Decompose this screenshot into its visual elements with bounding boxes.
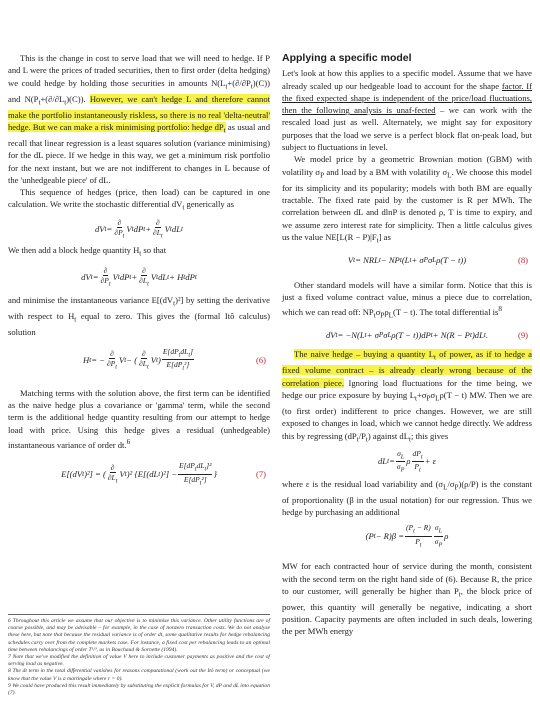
equation-hedge-quantity: (P t − R)β = $\frac{(P_t - R)}{P_t}$ $\frac{\sigma_L}{\sigma_P}$ ρ [365, 523, 449, 549]
equation-9: dV t = −N(L t + σ P σ L ρ(T − t))dP t + N(R − P t )dL t . (9) [325, 330, 528, 341]
highlighted-text-1: However, we can't hedge L and therefore cannot make the portfolio instantaneously riskless, so there is no real 'delta-neutral' hedge. But we can make a risk minimising portfolio: hedge $dP_t$ [8, 93, 271, 135]
equation-number-8: (8) [517, 254, 528, 265]
paragraph-r1: Let's look at how this applies to a specific model. Assume that we have already scaled up our hedgeable load to account for the shape factor. If the fixed expected shape is independent of the price/load fluctuations, then the following analysis is unaf-fected – we can work with the rescaled load just as well. Alternately, we might say for expository purposes that the load we serve is a perfect block flat on-peak load, but subject to fluctuations in level. [282, 68, 533, 153]
paragraph-5: Matching terms with the solution above, the first term can be identified as the naive hedge plus a covariance or 'gamma' term, while the second term is the additional hedge quantity resulting from our attempt to hedge load with price. Using this hedge gives a residual (unhedgeable) instantaneous variance of order dt.$^6$ [8, 387, 270, 450]
paragraph-r2: We model price by a geometric Brownian motion (GBM) with volatility $\sigma_P$ and load by a BM with volatility $\sigma_L$. We choose this model for its simplicity and its popularity; models with both BM are equally tractable. The fixed rate paid by the customer is R per MWh. The correlation between dL and dlnP is denoted ρ, T is time to expiry, and we assume zero interest rate for simplicity. Then a little calculus gives us the value $NE[L(R - P)|F_t]$ as [282, 154, 532, 245]
equation-number-9: (9) [517, 330, 528, 341]
paragraph-r3: Other standard models will have a similar form. Notice that this is just a fixed volume contract value, minus a piece due to correlation, which we can read off: $NP_t\sigma_P\rho_L(T - t)$. The total differential $is^8$ [282, 279, 532, 321]
footnote-8: 8 The dt term in the total differential vanishes for reasons computational (work out the Itô term) or conceptual (we know that the value V is a martingale where r = 0). [8, 668, 270, 682]
paragraph-3: We then add a block hedge quantity $H_t$ so that [8, 245, 167, 259]
equation-dv: dV t = $\frac{\partial}{\partial P_t}$ V t dP t + $\frac{\partial}{\partial L_t}$ V t dL t [95, 218, 183, 240]
left-column [8, 52, 270, 497]
footnote-6: 6 Throughout this article we assume that our objective is to minimise this variance. Other utility functions are of course possible, and may be advisable – for example, in the case of nonzero transaction costs. We do not analyse these here, but note that because the residual variance is of order dt, some qualitative results for hedge rebalancing schedules carry over from the complete markets case. For instance, a fixed cost per rebalancing leads to an optimal time between rebalancings of order T¹/³, as in Bouchaud & Sornette (1994). [8, 618, 270, 653]
footnotes [8, 614, 270, 697]
equation-number-6: (6) [255, 354, 266, 365]
paragraph-4: and minimise the instantaneous variance $E[(dV_t)^2]$ by setting the derivative with respect to $H_t$ equal to zero. This gives the (formal Itô calculus) solution [8, 295, 270, 338]
equation-6: H t = − $\frac{\partial}{\partial P_t}$ V t − ( $\frac{\partial}{\partial L_t}$ V t ) $\frac{E[dP_tdL_t]}{E[dP_t^2]}$ (6) [82, 346, 266, 372]
footnote-7: 7 Note that we've modified the definition of value V here to include customer payments as positive and the cost of serving load as negative. [8, 654, 270, 668]
right-column [282, 52, 532, 638]
section-heading: Applying a specific model [282, 52, 412, 64]
highlighted-text-2: The naive hedge – buying a quantity $L_t$ of power, as if to hedge a fixed volume contract – is already clearly wrong because of the correlation piece. [282, 349, 532, 388]
equation-7: E[(dV t )²] = ( $\frac{\partial}{\partial L_t}$ V t )² {E[(dL t )²] − $\frac{E[dP_tdL_t]^2}{E[dP_t^2]}$ } (7) [61, 461, 266, 487]
paragraph-1: This is the change in cost to serve load that we will need to hedge. If P and L were the prices of traded securities, then to first order (delta hedging) we could hedge by holding those securities in amounts $N(L_t+(\partial/\partial P_t)(C))$ and $N(P_t+(\partial/\partial L_t)(C))$. However, we can't hedge L and therefore cannot make the portfolio instantaneously riskless, so there is no real 'delta-neutral' hedge. But we can make a risk minimising portfolio: hedge $dP_t$ as usual and recall that linear regression is a least squares solution (variance minimising) for the dL piece. If we hedge in this way, we get a minimum risk portfolio for the next instant, but we are not indifferent to changes in L because of the 'unhedgeable piece' of dL. [8, 53, 271, 185]
equation-number-7: (7) [255, 468, 266, 479]
equation-dv-hedge: dV t = $\frac{\partial}{\partial P_t}$ V t dP t + $\frac{\partial}{\partial L_t}$ V t dL t + H t dP t [81, 266, 197, 288]
paragraph-2: This sequence of hedges (price, then load) can be captured in one calculation. We write the stochastic differential $dV_t$ generically as [8, 187, 270, 213]
footnote-9: 9 We could have produced this result immediately by substituting the explicit formulas for V, dP and dL into equation (7). [8, 682, 270, 697]
paragraph-r5: where ε is the residual load variability and $(\sigma_L/\sigma_P)(\rho/P)$ is the constant of proportionality (β in the usual notation) for our regression. Thus we hedge by purchasing an additional [282, 478, 532, 517]
paragraph-r6: MW for each contracted hour of service during the month, consistent with the second term on the right hand side of (6). Because R, the price to our customer, will generally be higher than $P_t$, the block price of power, this quantity will generally be negative, indicating a short position. Capacity payments are often included in such deals, lowering the per MWh energy [282, 561, 532, 637]
paragraph-r4: The naive hedge – buying a quantity $L_t$ of power, as if to hedge a fixed volume contract – is already clearly wrong because of the correlation piece. Ignoring load fluctuations for the time being, we hedge our price exposure by buying $L_t+\sigma_P\sigma_L\rho(T - t)$ MW. Then we are (to first order) indifferent to price changes. However, we are still exposed to changes in load, which we cannot hedge directly. We address this by regressing $(dP_t/P_t)$ against $dL_t$; this gives [282, 349, 532, 444]
equation-8: V t = NRL t − NP t (L t + σ P σ L ρ(T − t)) (8) [347, 254, 528, 265]
equation-regression: dL t = $\frac{\sigma_L}{\sigma_P}$ ρ $\frac{dP_t}{P_t}$ + ε [378, 448, 436, 474]
